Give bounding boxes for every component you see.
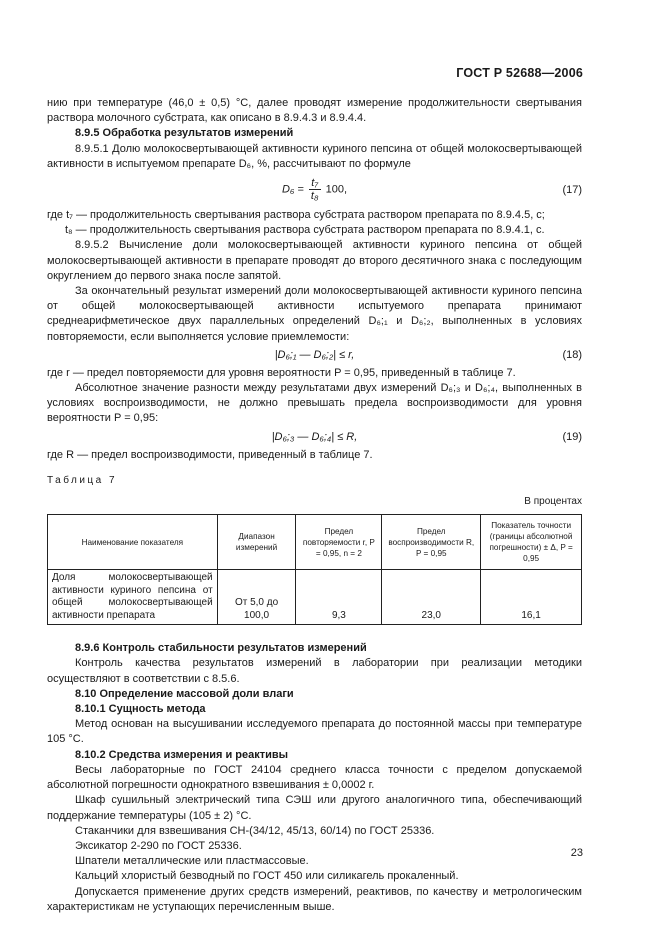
table-7: [47, 514, 582, 625]
formula-17-rhs: 100,: [325, 183, 348, 196]
section-heading-8-9-5: 8.9.5 Обработка результатов измерений: [75, 127, 294, 140]
table-row: [48, 570, 582, 625]
formula-17-number: (17): [562, 184, 582, 197]
list-item: Кальций хлористый безводный по ГОСТ 450 или силикагель прокаленный.: [75, 870, 459, 883]
formula-17-lhs: D₆ =: [281, 183, 304, 196]
formula-17-denominator: t₈: [310, 190, 319, 203]
formula-17: [47, 175, 582, 205]
list-item: Эксикатор 2-290 по ГОСТ 25336.: [75, 839, 242, 852]
table-unit: В процентах: [524, 496, 582, 508]
section-heading-8-10-1: 8.10.1 Сущность метода: [75, 703, 206, 716]
paragraph-absolute-difference: Абсолютное значение разности между результатами двух измерений D₆;₃ и D₆;₄, выполненных в условиях воспроизводимости, не должно превышать предела воспроизводимости для уровня вероятности P = 0,95:: [47, 382, 582, 425]
paragraph-8-9-5-1: 8.9.5.1 Долю молокосвертывающей активности куриного пепсина от общей молокосвертывающей активности в испытуемом препарате D₆, %, рассчитывают по формуле: [47, 142, 582, 170]
formula-19: [47, 430, 582, 445]
where-t8: t₈ — продолжительность свертывания раствора субстрата раствором препарата по 8.9.4.1, с.: [65, 224, 545, 237]
section-heading-8-10-2: 8.10.2 Средства измерения и реактивы: [75, 748, 289, 761]
table-header-cell: Предел повторяемости r, P = 0,95, n = 2: [296, 515, 382, 570]
list-item: Шкаф сушильный электрический типа СЭШ или другого аналогичного типа, обеспечивающий поддержание температуры (105 ± 2) °С.: [47, 794, 582, 822]
table-cell: Доля молокосвертывающей активности куриного пепсина от общей молокосвертывающей активности препарата: [48, 570, 218, 625]
list-item: Допускается применение других средств измерений, реактивов, по качеству и метрологическим характеристикам не уступающих перечисленным выше.: [47, 885, 582, 913]
where-R: где R — предел воспроизводимости, приведенный в таблице 7.: [47, 448, 373, 461]
page-number: 23: [570, 847, 583, 859]
document-code: ГОСТ Р 52688—2006: [456, 66, 583, 80]
table-cell: 16,1: [481, 570, 582, 625]
table-cell: От 5,0 до 100,0: [217, 570, 296, 625]
table-cell: 9,3: [296, 570, 382, 625]
paragraph-8-9-6: Контроль качества результатов измерений в лаборатории при реализации методики осуществляют в соответствии с 8.5.6.: [47, 657, 582, 685]
section-heading-8-9-6: 8.9.6 Контроль стабильности результатов измерений: [75, 642, 367, 655]
list-item: Стаканчики для взвешивания СН-(34/12, 45/13, 60/14) по ГОСТ 25336.: [75, 824, 435, 837]
formula-17-numerator: t₇: [309, 177, 321, 190]
paragraph-continuation: нию при температуре (46,0 ± 0,5) °С, далее проводят измерение продолжительности свертывания раствора молочного субстрата, как описано в 8.9.4.3 и 8.9.4.4.: [47, 97, 582, 125]
table-header-cell: Показатель точности (границы абсолютной погрешности) ± Δ, P = 0,95: [481, 515, 582, 570]
formula-17-fraction: [309, 177, 321, 202]
formula-18-number: (18): [562, 348, 582, 361]
formula-18-expression: |D₆;₁ — D₆;₂| ≤ r,: [274, 348, 355, 361]
section-heading-8-10: 8.10 Определение массовой доли влаги: [75, 687, 294, 700]
page-content: [47, 96, 582, 915]
table-header-cell: Диапазон измерений: [217, 515, 296, 570]
list-item: Весы лабораторные по ГОСТ 24104 среднего класса точности с пределом допускаемой абсолютной погрешности однократного взвешивания ± 0,0002 г.: [47, 763, 582, 792]
paragraph-final-result: За окончательный результат измерений доли молокосвертывающей активности куриного пепсина от общей молокосвертывающей активности испытуемого препарата принимают среднеарифметическое двух параллельных определений D₆;₁ и D₆;₂, выполненных в условиях повторяемости, если выполняется условие приемлемости:: [47, 285, 582, 343]
list-item: Шпатели металлические или пластмассовые.: [75, 855, 309, 868]
paragraph-8-10-1: Метод основан на высушивании исследуемого препарата до постоянной массы при температуре 105 °С.: [47, 718, 582, 746]
where-t7: где t₇ — продолжительность свертывания раствора субстрата раствором препарата по 8.9.4.5, с;: [47, 209, 545, 222]
formula-19-expression: |D₆;₃ — D₆;₄| ≤ R,: [271, 430, 358, 443]
formula-18: [47, 348, 582, 363]
table-caption: Таблица 7: [47, 474, 118, 486]
table-header-row: [48, 515, 582, 570]
formula-19-number: (19): [562, 430, 582, 443]
paragraph-8-9-5-2: 8.9.5.2 Вычисление доли молокосвертывающей активности куриного пепсина от общей молокосвертывающей активности в препарате проводят до второго десятичного знака с последующим округлением до первого знака после запятой.: [47, 239, 582, 282]
table-header-cell: Наименование показателя: [48, 515, 218, 570]
table-header-cell: Предел воспроизводимости R, P = 0,95: [382, 515, 481, 570]
where-r: где r — предел повторяемости для уровня вероятности P = 0,95, приведенный в таблице 7.: [47, 366, 516, 379]
table-cell: 23,0: [382, 570, 481, 625]
